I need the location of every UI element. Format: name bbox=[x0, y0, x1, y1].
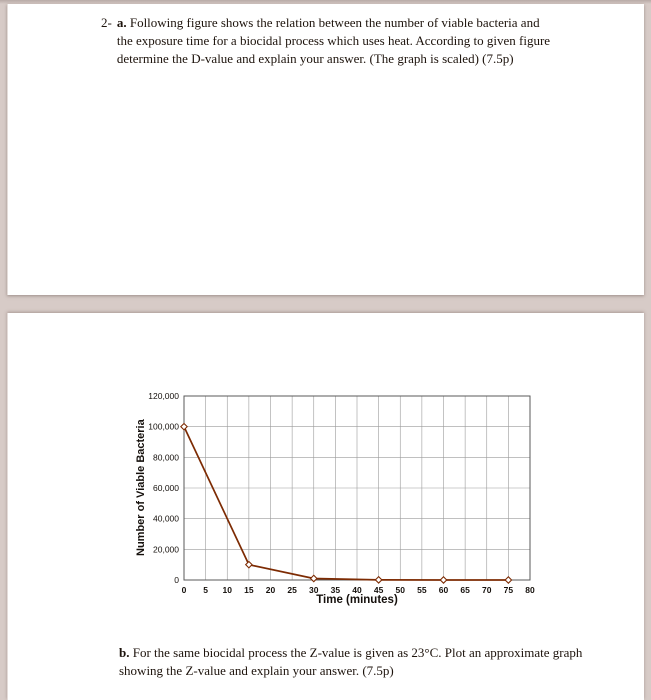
svg-text:120,000: 120,000 bbox=[148, 391, 179, 401]
svg-text:40: 40 bbox=[352, 585, 362, 595]
question-a-text: Following figure shows the relation between the number of viable bacteria and the exposure time for a biocidal process which uses heat. According to given figure determine the D-value and explain your answer. (The graph is scaled) (7.5p) bbox=[116, 15, 551, 66]
svg-text:10: 10 bbox=[222, 585, 232, 595]
question-b bbox=[119, 644, 597, 680]
svg-text:5: 5 bbox=[203, 585, 208, 595]
svg-text:80: 80 bbox=[525, 585, 535, 595]
question-b-text: For the same biocidal process the Z-value is given as 23°C. Plot an approximate graph showing the Z-value and explain your answer. (7.5p) bbox=[119, 645, 583, 678]
question-b-body bbox=[119, 644, 597, 680]
question-a bbox=[101, 14, 556, 68]
svg-text:20: 20 bbox=[265, 585, 276, 595]
svg-text:0: 0 bbox=[181, 585, 187, 595]
svg-text:60: 60 bbox=[438, 585, 449, 595]
question-b-part-label: b. bbox=[119, 645, 130, 660]
page-section-bottom bbox=[7, 313, 644, 700]
svg-text:65: 65 bbox=[460, 585, 470, 595]
svg-text:75: 75 bbox=[503, 585, 514, 595]
svg-text:15: 15 bbox=[244, 585, 254, 595]
svg-text:55: 55 bbox=[417, 585, 427, 595]
svg-text:20,000: 20,000 bbox=[153, 544, 179, 555]
question-a-part-label: a. bbox=[116, 15, 127, 30]
svg-text:100,000: 100,000 bbox=[148, 421, 179, 432]
page-section-top bbox=[7, 4, 644, 295]
svg-text:25: 25 bbox=[287, 585, 297, 595]
svg-text:45: 45 bbox=[373, 585, 384, 595]
svg-text:60,000: 60,000 bbox=[153, 483, 179, 493]
svg-text:30: 30 bbox=[309, 585, 319, 595]
svg-text:0: 0 bbox=[174, 575, 179, 585]
bacteria-time-chart bbox=[123, 386, 543, 601]
question-a-number: 2- bbox=[101, 15, 112, 30]
chart-plot-area bbox=[123, 386, 543, 601]
chart-y-axis-title: Number of Viable Bacteria bbox=[135, 419, 147, 557]
svg-text:70: 70 bbox=[482, 585, 492, 595]
svg-text:40,000: 40,000 bbox=[153, 513, 179, 524]
svg-text:80,000: 80,000 bbox=[153, 452, 179, 463]
svg-text:50: 50 bbox=[395, 585, 405, 595]
question-a-body bbox=[117, 14, 556, 68]
svg-text:35: 35 bbox=[330, 585, 341, 595]
chart-x-axis-title: Time (minutes) bbox=[316, 594, 398, 606]
